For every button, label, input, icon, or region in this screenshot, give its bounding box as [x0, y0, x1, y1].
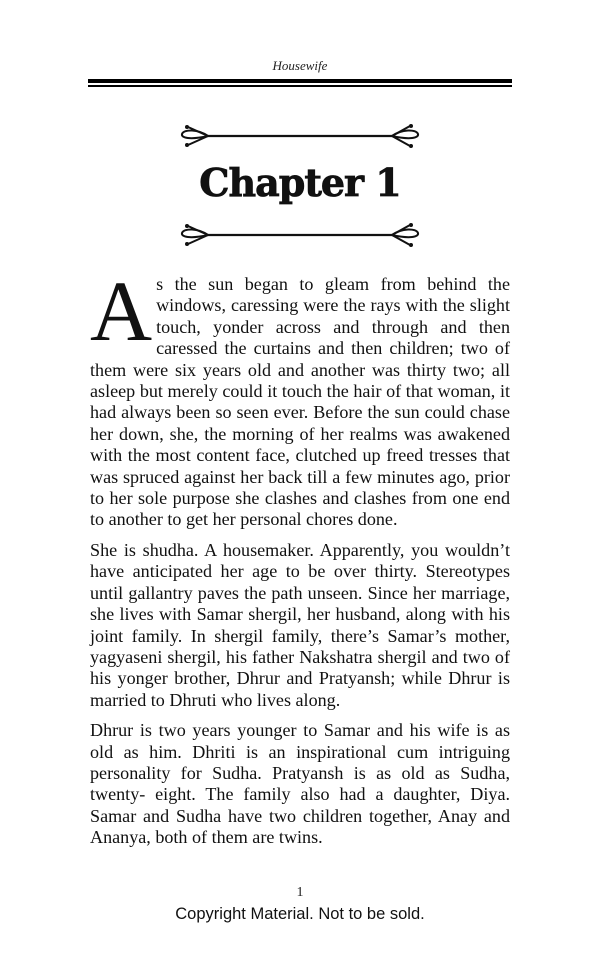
paragraph-text: s the sun began to gleam from behind the windows, caressing were the rays with the slight touch, yonder across and through and then caressed the curtains and then children; two of them were six years old and another was thirty two; all asleep but merely could it touch the hair of that woman, it had always been so seen ever. Before the sun could chase her down, she, the morning of her realms was awakened with the most content face, clutched up freed tresses that was spruced against her back till a few minutes ago, prior to her sole purpose she clashes and clashes from one end to another to get her personal chores done. [90, 274, 510, 530]
flourish-divider-icon [178, 222, 422, 248]
page-number: 1 [296, 885, 304, 900]
header-rule-thin [88, 85, 512, 87]
paragraph: Dhrur is two years younger to Samar and his wife is as old as him. Dhriti is an inspirational cum intriguing personality for Sudha. Pratyansh is as old as Sudha, twenty- eight. The family also had a daughter, Diya. Samar and Sudha have two children together, Anay and Ananya, both of them are twins. [90, 720, 510, 848]
running-head-title: Housewife [272, 58, 328, 73]
chapter-title: Chapter 1 [199, 160, 401, 205]
header-rule-thick [88, 79, 512, 83]
paragraph [90, 263, 510, 531]
flourish-divider-icon [178, 123, 422, 149]
copyright-notice: Copyright Material. Not to be sold. [175, 905, 425, 923]
paragraph: She is shudha. A housemaker. Apparently, you wouldn’t have anticipated her age to be over thirty. Stereotypes until gallantry paves the path unseen. Since her marriage, she lives with Samar shergil, her husband, along with his joint family. In shergil family, there’s Samar’s mother, yagyaseni shergil, his father Nakshatra shergil and two of his yonger brother, Dhrur and Pratyansh; while Dhrur is married to Dhruti who lives along. [90, 539, 510, 710]
drop-cap: A [90, 263, 153, 359]
chapter-body [90, 263, 510, 858]
